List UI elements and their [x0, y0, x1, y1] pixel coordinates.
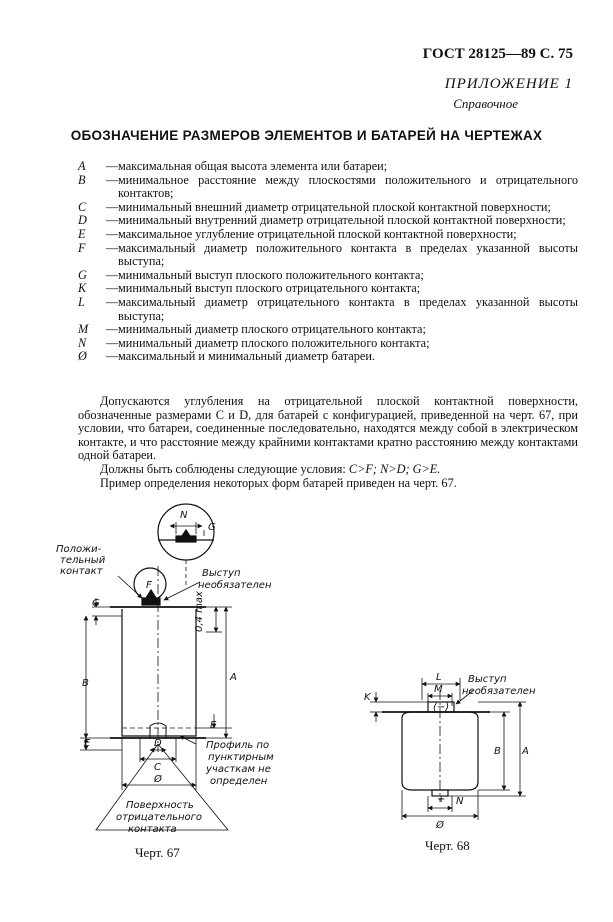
definition-item: E — максимальное углубление отрицательной плоской контактной поверхности;	[78, 228, 578, 242]
definition-symbol: C	[78, 199, 87, 214]
definition-item: G — минимальный выступ плоского положительного контакта;	[78, 269, 578, 283]
definition-text: максимальное углубление отрицательной плоской контактной поверхности;	[118, 226, 517, 241]
page-title: ОБОЗНАЧЕНИЕ РАЗМЕРОВ ЭЛЕМЕНТОВ И БАТАРЕЙ НА ЧЕРТЕЖАХ	[70, 128, 543, 143]
fig67-profile-1: Профиль по	[206, 740, 270, 751]
definition-text: минимальный внешний диаметр отрицательной плоской контактной поверхности;	[118, 199, 551, 214]
fig67-protrusion-1: Выступ	[202, 568, 241, 579]
definition-item: F — максимальный диаметр положительного контакта в пределах указанной высоты выступа;	[78, 240, 578, 269]
fig68-label-minus: (−)	[433, 702, 450, 713]
drawings	[0, 500, 613, 922]
fig67-label-A: A	[230, 672, 237, 683]
definitions-list	[78, 160, 578, 364]
fig67-profile-4: определен	[210, 776, 268, 787]
fig68-label-L: L	[436, 672, 442, 683]
fig68-label-plus: +	[437, 794, 446, 805]
conditions-prefix: Должны быть соблюдены следующие условия:	[100, 461, 346, 476]
fig67-label-G-top: G	[208, 522, 216, 533]
fig67-label-E-right: E	[210, 720, 217, 731]
definition-text: минимальный выступ плоского отрицательного контакта;	[118, 281, 421, 296]
standard-header: ГОСТ 28125—89 С. 75	[422, 46, 573, 62]
figure-68-caption: Черт. 68	[425, 838, 470, 853]
body-text	[78, 395, 578, 490]
definition-text: максимальный диаметр положительного контакта в пределах указанной высоты выступа;	[118, 240, 578, 269]
fig67-profile-3: участкам не	[206, 764, 271, 775]
fig67-label-B: B	[82, 678, 89, 689]
definition-symbol: N	[78, 335, 87, 350]
fig68-protrusion-1: Выступ	[468, 674, 507, 685]
fig67-label-E-left: E	[84, 738, 91, 749]
fig68-label-N: N	[456, 796, 464, 807]
figure-67-caption: Черт. 67	[135, 845, 180, 860]
fig67-neg-surface-1: Поверхность	[126, 800, 194, 811]
fig68-protrusion-2: необязателен	[462, 686, 536, 697]
paragraph-conditions	[78, 463, 578, 477]
definition-symbol: F	[78, 240, 86, 255]
fig68-label-K: K	[364, 692, 371, 703]
paragraph-example: Пример определения некоторых форм батарей приведен на черт. 67.	[100, 475, 457, 490]
fig67-neg-surface-2: отрицательного	[116, 812, 203, 823]
definition-item: A — максимальная общая высота элемента или батареи;	[78, 160, 578, 174]
fig67-label-dia: Ø	[154, 774, 162, 785]
fig67-pos-contact-3: контакт	[60, 566, 103, 577]
conditions-formula: C>F; N>D; G>E.	[348, 461, 441, 476]
definition-text: минимальный диаметр плоского отрицательного контакта;	[118, 322, 426, 337]
reference-label: Справочное	[453, 96, 518, 111]
fig67-label-G-left: G	[92, 598, 100, 609]
definition-text: минимальное расстояние между плоскостями положительного и отрицательного контактов;	[118, 172, 578, 201]
fig67-profile-2: пунктирным	[208, 752, 274, 763]
fig67-pos-contact-1: Положи-	[56, 544, 102, 555]
definition-symbol: M	[78, 322, 89, 337]
definition-symbol: G	[78, 267, 87, 282]
fig68-label-B: B	[494, 746, 501, 757]
definition-text: максимальный и минимальный диаметр батареи.	[118, 349, 375, 364]
definition-item: D — минимальный внутренний диаметр отрицательной плоской контактной поверхности;	[78, 214, 578, 228]
fig67-label-F: F	[146, 580, 152, 591]
definition-symbol: Ø	[78, 349, 87, 364]
definition-text: минимальный диаметр плоского положительного контакта;	[118, 335, 430, 350]
definition-symbol: A	[78, 159, 86, 173]
definition-item: M — минимальный диаметр плоского отрицательного контакта;	[78, 323, 578, 337]
definition-symbol: L	[78, 294, 85, 309]
definition-text: максимальный диаметр отрицательного контакта в пределах указанной высоты выступа;	[118, 294, 578, 323]
fig67-label-04max: 0,4 max	[194, 591, 205, 632]
fig67-neg-surface-3: контакта	[128, 824, 177, 835]
definition-item: N — минимальный диаметр плоского положительного контакта;	[78, 337, 578, 351]
definition-symbol: B	[78, 172, 86, 187]
fig68-label-A: A	[522, 746, 529, 757]
fig67-label-N: N	[180, 510, 188, 521]
definition-text: максимальная общая высота элемента или батареи;	[118, 159, 388, 173]
definition-symbol: E	[78, 226, 86, 241]
fig68-label-M: M	[434, 684, 443, 695]
figure-68-drawing	[370, 678, 526, 820]
fig67-label-D: D	[154, 738, 162, 749]
definition-text: минимальный выступ плоского положительного контакта;	[118, 267, 424, 282]
appendix-label: ПРИЛОЖЕНИЕ 1	[444, 76, 573, 92]
fig67-protrusion-2: необязателен	[198, 580, 272, 591]
definition-item: C — минимальный внешний диаметр отрицательной плоской контактной поверхности;	[78, 201, 578, 215]
definition-item: K — минимальный выступ плоского отрицательного контакта;	[78, 282, 578, 296]
definition-item: Ø — максимальный и минимальный диаметр батареи.	[78, 350, 578, 364]
definition-text: минимальный внутренний диаметр отрицательной плоской контактной поверхности;	[118, 213, 566, 228]
paragraph-recesses: Допускаются углубления на отрицательной плоской контактной поверхности, обозначенные размерами C и D, для батарей с конфигурацией, приведенной на черт. 67, при условии, что батареи, соединенные последовательно, находятся между собой в электрическом контакте, и что расстояние между крайними контактами кратно расстоянию между контактами одной батареи.	[78, 394, 578, 463]
definition-symbol: D	[78, 213, 87, 228]
definition-item: L — максимальный диаметр отрицательного контакта в пределах указанной высоты выступа;	[78, 294, 578, 323]
fig68-label-dia: Ø	[436, 820, 444, 831]
definition-item: B — минимальное расстояние между плоскостями положительного и отрицательного контактов;	[78, 172, 578, 201]
fig67-label-C: C	[154, 762, 161, 773]
fig67-pos-contact-2: тельный	[60, 555, 106, 566]
definition-symbol: K	[78, 281, 87, 296]
